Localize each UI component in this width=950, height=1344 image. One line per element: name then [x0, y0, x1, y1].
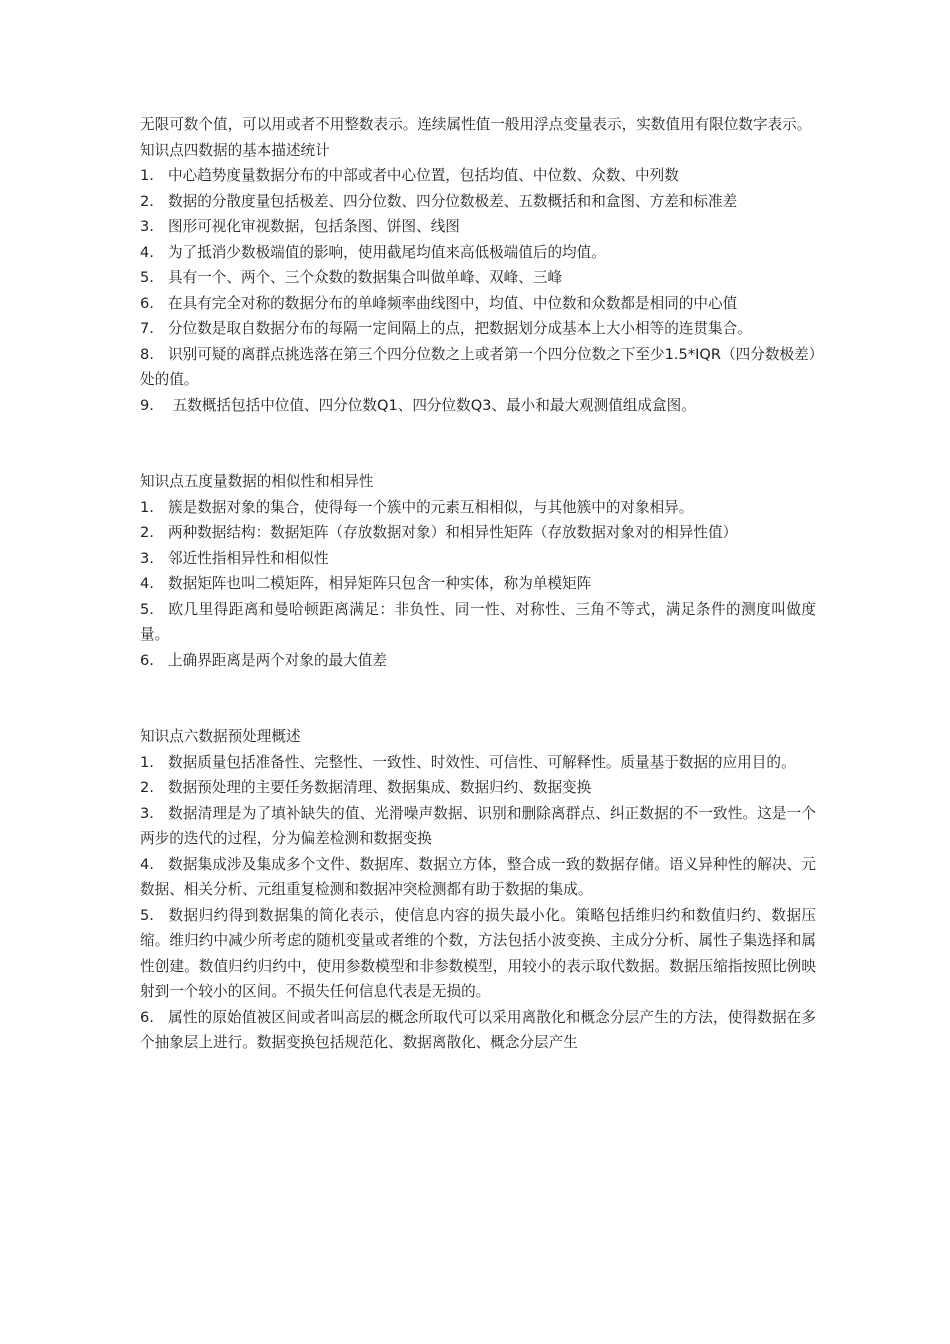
item-number: 4.: [140, 243, 154, 261]
item-text: 图形可视化审视数据，包括条图、饼图、线图: [168, 218, 460, 235]
list-item: [140, 163, 816, 189]
item-text: 五数概括包括中位值、四分位数Q1、四分位数Q3、最小和最大观测值组成盒图。: [168, 396, 696, 414]
list-item: [140, 265, 816, 291]
item-number: 4.: [140, 575, 154, 592]
item-number: 5.: [140, 269, 154, 286]
item-number: 3.: [140, 804, 154, 822]
item-number: 3.: [140, 549, 154, 567]
item-number: 7.: [140, 320, 154, 337]
item-text: 在具有完全对称的数据分布的单峰频率曲线图中，均值、中位数和众数都是相同的中心值: [168, 294, 738, 312]
item-number: 2.: [140, 779, 154, 796]
list-item: [140, 316, 816, 342]
document-page: [140, 112, 816, 1056]
list-item: [140, 214, 816, 240]
section-heading: 知识点四数据的基本描述统计: [140, 141, 330, 159]
item-text: 数据的分散度量包括极差、四分位数、四分位数极差、五数概括和和盒图、方差和标准差: [168, 192, 738, 210]
item-text: 识别可疑的离群点挑选落在第三个四分位数之上或者第一个四分位数之下至少1.5*IQR（四分数极差）处的值。: [140, 345, 816, 388]
item-number: 6.: [140, 651, 154, 669]
item-text: 数据质量包括准备性、完整性、一致性、时效性、可信性、可解释性。质量基于数据的应用目的。: [168, 753, 796, 771]
item-number: 3.: [140, 218, 154, 235]
section-spacer: [140, 673, 816, 724]
list-item: [140, 852, 816, 903]
item-number: 1.: [140, 753, 154, 771]
list-item: [140, 495, 816, 521]
section-list: [140, 495, 816, 674]
list-item: [140, 750, 816, 776]
item-text: 数据清理是为了填补缺失的值、光滑噪声数据、识别和删除离群点、纠正数据的不一致性。这是一个两步的迭代的过程，分为偏差检测和数据变换: [140, 804, 816, 847]
item-text: 具有一个、两个、三个众数的数据集合叫做单峰、双峰、三峰: [168, 269, 563, 286]
item-number: 6.: [140, 294, 154, 312]
item-number: 6.: [140, 1008, 154, 1026]
list-item: [140, 393, 816, 419]
list-item: [140, 520, 816, 546]
section-5: [140, 469, 816, 673]
list-item: [140, 546, 816, 572]
item-number: 1.: [140, 498, 154, 516]
list-item: [140, 903, 816, 1005]
section-list: [140, 163, 816, 418]
item-text: 簇是数据对象的集合，使得每一个簇中的元素互相相似，与其他簇中的对象相异。: [168, 498, 694, 516]
item-text: 属性的原始值被区间或者叫高层的概念所取代可以采用离散化和概念分层产生的方法，使得数据在多个抽象层上进行。数据变换包括规范化、数据离散化、概念分层产生: [140, 1008, 816, 1051]
section-6: [140, 724, 816, 1056]
item-text: 为了抵消少数极端值的影响，使用截尾均值来高低极端值后的均值。: [168, 243, 606, 261]
list-item: [140, 597, 816, 648]
item-text: 邻近性指相异性和相似性: [168, 549, 329, 567]
list-item: [140, 648, 816, 674]
item-text: 上确界距离是两个对象的最大值差: [168, 651, 387, 669]
list-item: [140, 571, 816, 597]
section-4: [140, 138, 816, 419]
list-item: [140, 240, 816, 266]
list-item: [140, 342, 816, 393]
section-heading: 知识点六数据预处理概述: [140, 728, 301, 745]
list-item: [140, 775, 816, 801]
item-text: 中心趋势度量数据分布的中部或者中心位置，包括均值、中位数、众数、中列数: [168, 167, 679, 184]
item-number: 4.: [140, 855, 154, 873]
item-text: 欧几里得距离和曼哈顿距离满足：非负性、同一性、对称性、三角不等式，满足条件的测度叫做度量。: [140, 600, 816, 643]
item-text: 分位数是取自数据分布的每隔一定间隔上的点，把数据划分成基本上大小相等的连贯集合。: [168, 320, 752, 337]
item-text: 数据归约得到数据集的简化表示，使信息内容的损失最小化。策略包括维归约和数值归约、数据压缩。维归约中减少所考虑的随机变量或者维的个数，方法包括小波变换、主成分分析、属性子集选择和属性创建。数值归约归约中，使用参数模型和非参数模型，用较小的表示取代数据。数据压缩指按照比例映射到一个较小的区间。不损失任何信息代表是无损的。: [140, 906, 816, 1000]
section-heading: 知识点五度量数据的相似性和相异性: [140, 473, 374, 490]
intro-paragraph: 无限可数个值，可以用或者不用整数表示。连续属性值一般用浮点变量表示，实数值用有限位数字表示。: [140, 116, 812, 133]
item-number: 2.: [140, 192, 154, 210]
item-number: 5.: [140, 600, 154, 618]
item-number: 8.: [140, 345, 154, 363]
item-number: 2.: [140, 524, 154, 541]
item-number: 9.: [140, 396, 154, 414]
section-list: [140, 750, 816, 1056]
list-item: [140, 189, 816, 215]
list-item: [140, 801, 816, 852]
item-text: 两种数据结构：数据矩阵（存放数据对象）和相异性矩阵（存放数据对象对的相异性值）: [168, 524, 738, 541]
list-item: [140, 291, 816, 317]
section-spacer: [140, 418, 816, 469]
item-text: 数据预处理的主要任务数据清理、数据集成、数据归约、数据变换: [168, 779, 592, 796]
item-number: 5.: [140, 906, 154, 924]
item-text: 数据集成涉及集成多个文件、数据库、数据立方体，整合成一致的数据存储。语义异种性的解决、元数据、相关分析、元组重复检测和数据冲突检测都有助于数据的集成。: [140, 855, 816, 898]
item-text: 数据矩阵也叫二模矩阵，相异矩阵只包含一种实体，称为单模矩阵: [168, 575, 592, 592]
item-number: 1.: [140, 167, 154, 184]
list-item: [140, 1005, 816, 1056]
